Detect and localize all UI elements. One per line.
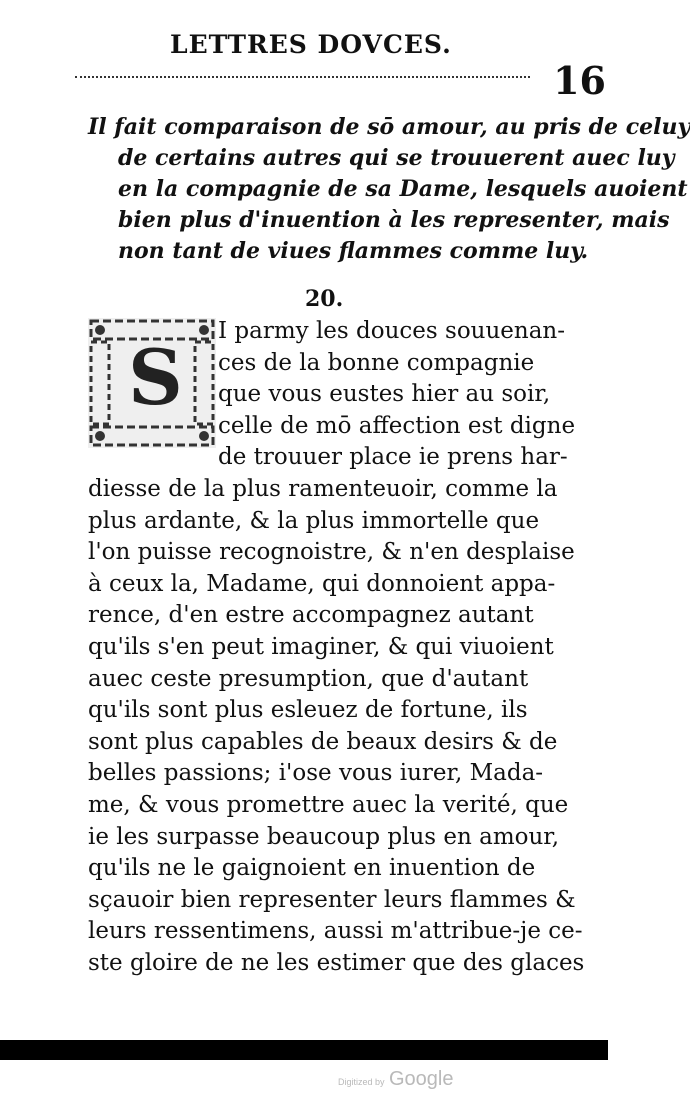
- drop-cap: S: [128, 333, 183, 422]
- body-line: à ceux la, Madame, qui donnoient appa-: [88, 570, 556, 597]
- body-line: que vous eustes hier au soir,: [218, 381, 551, 408]
- body-line: ces de la bonne compagnie: [218, 349, 535, 376]
- body-line: l'on puisse recognoistre, & n'en desplaise: [88, 539, 575, 566]
- summary-line: en la compagnie de sa Dame, lesquels auoient: [118, 176, 688, 202]
- body-line: auec ceste presumption, que d'autant: [88, 665, 529, 692]
- summary-line: bien plus d'inuention à les representer, mais: [118, 207, 670, 233]
- body-line: me, & vous promettre auec la verité, que: [88, 791, 569, 818]
- summary-line: Il fait comparaison de sō amour, au pris de celuy: [88, 114, 690, 140]
- page-number: 16: [553, 58, 606, 103]
- digitized-label: Digitized by: [338, 1077, 385, 1087]
- body-line: qu'ils s'en peut imaginer, & qui viuoient: [88, 633, 554, 660]
- body-line: leurs ressentimens, aussi m'attribue-je ce-: [88, 918, 583, 945]
- summary-line: non tant de viues flammes comme luy.: [118, 238, 589, 264]
- letter-summary: [88, 112, 690, 267]
- body-line: I parmy les douces souuenan-: [218, 318, 566, 344]
- body-line: qu'ils sont plus esleuez de fortune, ils: [88, 697, 528, 724]
- body-line: celle de mō affection est digne: [218, 412, 576, 439]
- scan-edge-bar: [0, 1040, 608, 1060]
- letter-number: 20.: [305, 286, 344, 312]
- body-line: diesse de la plus ramenteuoir, comme la: [88, 475, 558, 502]
- running-title: LETTRES DOVCES.: [170, 30, 452, 59]
- header-rule: [75, 76, 530, 78]
- body-line: plus ardante, & la plus immortelle que: [88, 507, 540, 534]
- body-line: belles passions; i'ose vous iurer, Mada-: [88, 760, 544, 787]
- body-line: sont plus capables de beaux desirs & de: [88, 728, 558, 755]
- letter-body: [88, 316, 585, 979]
- body-line: de trouuer place ie prens har-: [218, 444, 568, 471]
- summary-line: de certains autres qui se trouuerent auec luy: [118, 145, 675, 171]
- body-line: rence, d'en estre accompagnez autant: [88, 602, 534, 629]
- google-brand: Google: [388, 1068, 454, 1090]
- body-line: sçauoir bien representer leurs flammes &: [88, 886, 576, 913]
- body-line: ie les surpasse beaucoup plus en amour,: [88, 823, 560, 850]
- digitized-watermark: [338, 1068, 453, 1091]
- body-line: qu'ils ne le gaignoient en inuention de: [88, 855, 536, 882]
- body-line: ste gloire de ne les estimer que des glaces: [88, 949, 585, 976]
